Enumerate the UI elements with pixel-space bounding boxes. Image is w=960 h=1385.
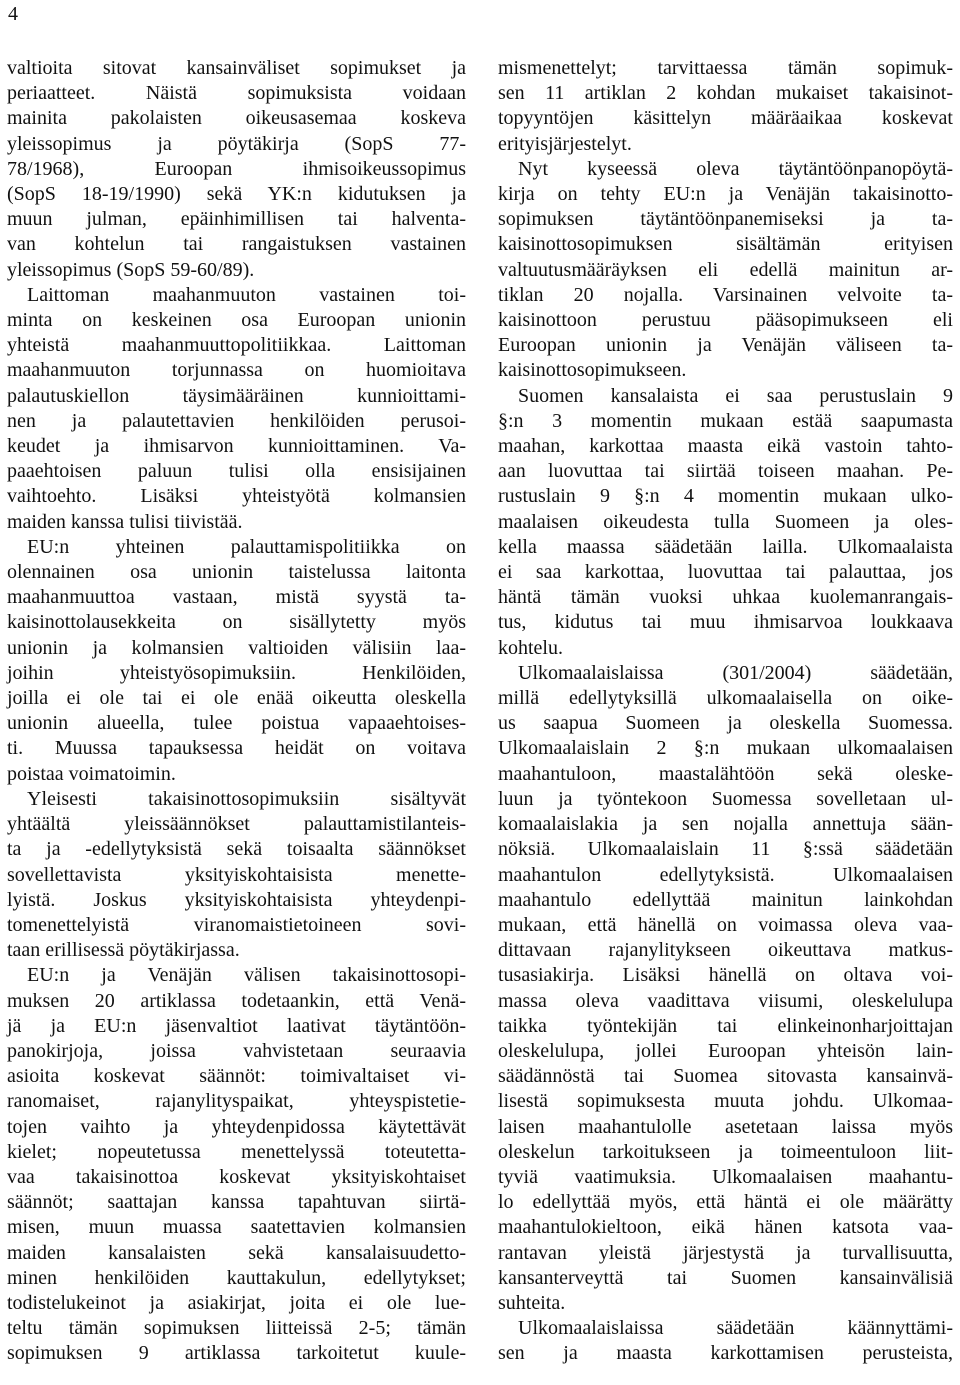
text-line: sen 11 artiklan 2 kohdan mukaiset takaisinot- <box>498 82 953 105</box>
text-line: ei saa karkottaa, luovuttaa tai palauttaa, jos <box>498 561 953 584</box>
text-line: kella maassa säädetään lailla. Ulkomaalaista <box>498 535 953 558</box>
text-line: nen ja palautettavien henkilöiden perusoi- <box>7 409 466 432</box>
text-line: säädännöstä tai Suomea sitovasta kansainvä- <box>498 1065 953 1088</box>
text-line: millä edellytyksillä ulkomaalaisella on oike- <box>498 687 953 710</box>
text-line: kaisinottosopimuksen sisältämän erityisen <box>498 233 953 256</box>
text-line: jä ja EU:n jäsenvaltiot laativat täytäntöön- <box>7 1014 466 1037</box>
text-line: 78/1968), Euroopan ihmisoikeussopimus <box>7 157 466 180</box>
text-line: sovellettavista yksityiskohtaisista menette- <box>7 863 466 886</box>
text-line: tyviä vaatimuksia. Ulkomaalaisen maahantu- <box>498 1165 953 1188</box>
text-line: todistelukeinot ja asiakirjat, joita ei ole lue- <box>7 1291 466 1314</box>
right-column <box>498 56 953 1367</box>
text-line: Laittoman maahanmuuton vastainen toi- <box>27 283 466 306</box>
text-line: tus, kidutus tai muu ihmisarvoa loukkaava <box>498 611 953 634</box>
text-line: kielet; nopeutetussa menettelyssä toteutetta- <box>7 1140 466 1163</box>
text-line: panokirjoja, joissa vahvistetaan seuraavia <box>7 1039 466 1062</box>
text-line: muksen 20 artiklassa todetaankin, että Venä- <box>7 989 466 1012</box>
page-number: 4 <box>8 3 18 25</box>
text-line: minen henkilöiden kauttakulun, edellytykset; <box>7 1266 466 1289</box>
text-line: maalaisen oikeudesta tulla Suomeen ja oles- <box>498 510 953 533</box>
text-line: van kohtelun tai rangaistuksen vastainen <box>7 233 466 256</box>
text-line: kaisinottolausekkeita on sisällytetty myös <box>7 611 466 634</box>
text-line: sopimuksen 9 artiklassa tarkoitetut kuule- <box>7 1342 466 1365</box>
text-line: Nyt kyseessä oleva täytäntöönpanopöytä- <box>518 157 953 180</box>
text-line: maahantulon edellytyksistä. Ulkomaalaisen <box>498 863 953 886</box>
text-line: minta on keskeinen osa Euroopan unionin <box>7 309 466 332</box>
text-line: tusasiakirja. Lisäksi hänellä on oltava voi- <box>498 964 953 987</box>
text-line: teltu tämän sopimuksen liitteissä 2-5; tämän <box>7 1317 466 1340</box>
text-line: yleissopimus (SopS 59-60/89). <box>7 258 255 281</box>
text-line: kirja on tehty EU:n ja Venäjän takaisinotto- <box>498 183 953 206</box>
text-line: poistaa voimatoimin. <box>7 762 176 785</box>
text-line: komaalaislakia ja sen nojalla annettuja sään- <box>498 813 953 836</box>
text-line: kaisinottoon perustuu pääsopimukseen eli <box>498 309 953 332</box>
text-line: valtuutusmääräyksen eli edellä mainitun ar- <box>498 258 953 281</box>
text-line: massa oleva vaadittava viisumi, oleskelulupa <box>498 989 953 1012</box>
text-line: oleskelulupa, jollei Euroopan yhteisön lain- <box>498 1039 953 1062</box>
text-line: laisen maahantulolle asetetaan laissa myös <box>498 1115 953 1138</box>
text-line: olennainen osa unionin taistelussa laitonta <box>7 561 466 584</box>
text-line: tojen vaihto ja yhteydenpidossa käytettävät <box>7 1115 466 1138</box>
text-line: us saapua Suomeen ja oleskella Suomessa. <box>498 712 953 735</box>
text-line: suhteita. <box>498 1291 566 1314</box>
text-line: rantavan yleistä järjestystä ja turvallisuutta, <box>498 1241 953 1264</box>
text-line: Suomen kansalaista ei saa perustuslain 9 <box>518 384 953 407</box>
text-line: EU:n ja Venäjän välisen takaisinottosopi- <box>27 964 466 987</box>
text-line: oleskelun tarkoitukseen ja toimeentuloon liit- <box>498 1140 953 1163</box>
text-line: joilla ei ole tai ei ole enää oikeutta oleskella <box>7 687 466 710</box>
text-line: lo edellyttää myös, että häntä ei ole määrätty <box>498 1191 953 1214</box>
text-line: EU:n yhteinen palauttamispolitiikka on <box>27 535 466 558</box>
text-line: kaisinottosopimukseen. <box>498 359 687 382</box>
text-line: vaihtoehto. Lisäksi yhteistyötä kolmansien <box>7 485 466 508</box>
text-line: maahantulokieltoon, eikä hänen katsota vaa- <box>498 1216 953 1239</box>
text-line: erityisjärjestelyt. <box>498 132 632 155</box>
text-line: ranomaiset, rajanylityspaikat, yhteyspistetie- <box>7 1090 466 1113</box>
text-line: nöksiä. Ulkomaalaislain 11 §:ssä säädetään <box>498 838 953 861</box>
left-column <box>7 56 466 1367</box>
text-line: maahanmuuttoa vastaan, mistä syystä ta- <box>7 586 466 609</box>
text-line: Euroopan unionin ja Venäjän väliseen ta- <box>498 334 953 357</box>
text-line: Ulkomaalaislaissa (301/2004) säädetään, <box>518 661 953 684</box>
text-line: maiden kanssa tulisi tiivistää. <box>7 510 243 533</box>
text-line: valtioita sitovat kansainväliset sopimukset ja <box>7 57 466 79</box>
text-line: Ulkomaalaislaissa säädetään käännyttämi- <box>518 1317 953 1340</box>
text-line: unionin ja kolmansien valtioiden välisiin laa- <box>7 636 466 659</box>
text-line: ti. Muussa tapauksessa heidät on voitava <box>7 737 466 760</box>
text-line: taan erillisessä pöytäkirjassa. <box>7 939 240 962</box>
text-line: periaatteet. Näistä sopimuksista voidaan <box>7 82 466 105</box>
text-line: dittavaan rajanylitykseen oikeuttava matkus- <box>498 939 953 962</box>
text-line: keudet ja ihmisarvon kunnioittaminen. Va- <box>7 435 466 458</box>
text-line: unionin alueella, tulee poistua vapaaehtoises- <box>7 712 466 735</box>
text-line: ta ja -edellytyksistä sekä toisaalta säännökset <box>7 838 466 861</box>
text-line: kansanterveyttä tai Suomen kansainvälisiä <box>498 1266 953 1289</box>
text-line: Yleisesti takaisinottosopimuksiin sisältyvät <box>27 787 466 810</box>
text-line: säännöt; saattajan kanssa tapahtuvan siirtä- <box>7 1191 466 1214</box>
text-line: maahantuloon, maastalähtöön sekä oleske- <box>498 762 953 785</box>
text-line: sopimuksen täytäntöönpanemiseksi ja ta- <box>498 208 953 231</box>
text-line: sen ja maasta karkottamisen perusteista, <box>498 1342 953 1365</box>
text-line: joihin yhteistyösopimuksiin. Henkilöiden, <box>7 661 466 684</box>
text-line: lisestä sopimuksesta muuta johdu. Ulkomaa- <box>498 1090 953 1113</box>
text-line: Ulkomaalaislain 2 §:n mukaan ulkomaalaisen <box>498 737 953 760</box>
text-line: rustuslain 9 §:n 4 momentin mukaan ulko- <box>498 485 953 508</box>
text-line: asioita koskevat säännöt: toimivaltaiset vi- <box>7 1065 466 1088</box>
text-line: §:n 3 momentin mukaan estää saapumasta <box>498 409 953 432</box>
text-line: mainita pakolaisten oikeusasemaa koskeva <box>7 107 466 130</box>
text-line: tiklan 20 nojalla. Varsinainen velvoite ta- <box>498 283 953 306</box>
text-line: yleissopimus ja pöytäkirja (SopS 77- <box>7 132 466 155</box>
text-line: yhteistä maahanmuuttopolitiikkaa. Laittoman <box>7 334 466 357</box>
text-line: kohtelu. <box>498 636 563 659</box>
text-line: mismenettelyt; tarvittaessa tämän sopimuk- <box>498 57 953 79</box>
text-line: aan luovuttaa tai siirtää toiseen maahan. Pe- <box>498 460 953 483</box>
text-line: maiden kansalaisten sekä kansalaisuudetto- <box>7 1241 466 1264</box>
text-line: yhtäältä yleissäännökset palauttamistilanteis- <box>7 813 466 836</box>
text-line: paaehtoisen paluun tulisi olla ensisijainen <box>7 460 466 483</box>
text-line: misen, muun muassa saatettavien kolmansien <box>7 1216 466 1239</box>
text-line: maahantulo edellyttää mainitun lainkohdan <box>498 888 953 911</box>
text-line: palautuskiellon täysimääräinen kunnioittami- <box>7 384 466 407</box>
text-line: luun ja työntekoon Suomessa sovelletaan ul- <box>498 787 953 810</box>
text-line: (SopS 18-19/1990) sekä YK:n kidutuksen ja <box>7 183 466 206</box>
text-line: mukaan, että hänellä on voimassa oleva vaa- <box>498 913 953 936</box>
text-line: muun julman, epäinhimillisen tai halventa- <box>7 208 466 231</box>
text-line: topyyntöjen käsittelyn määräaikaa koskevat <box>498 107 953 130</box>
text-line: vaa takaisinottoa koskevat yksityiskohtaiset <box>7 1165 466 1188</box>
text-line: maahan, karkottaa maasta eikä vastoin tahto- <box>498 435 953 458</box>
text-line: taikka työntekijän tai elinkeinonharjoittajan <box>498 1014 953 1037</box>
text-line: häntä tämän vuoksi uhkaa kuolemanrangais- <box>498 586 953 609</box>
text-line: lyistä. Joskus yksityiskohtaisista yhteydenpi- <box>7 888 466 911</box>
text-line: tomenettelyistä viranomaistietoineen sovi- <box>7 913 466 936</box>
text-line: maahanmuuton torjunnassa on huomioitava <box>7 359 466 382</box>
